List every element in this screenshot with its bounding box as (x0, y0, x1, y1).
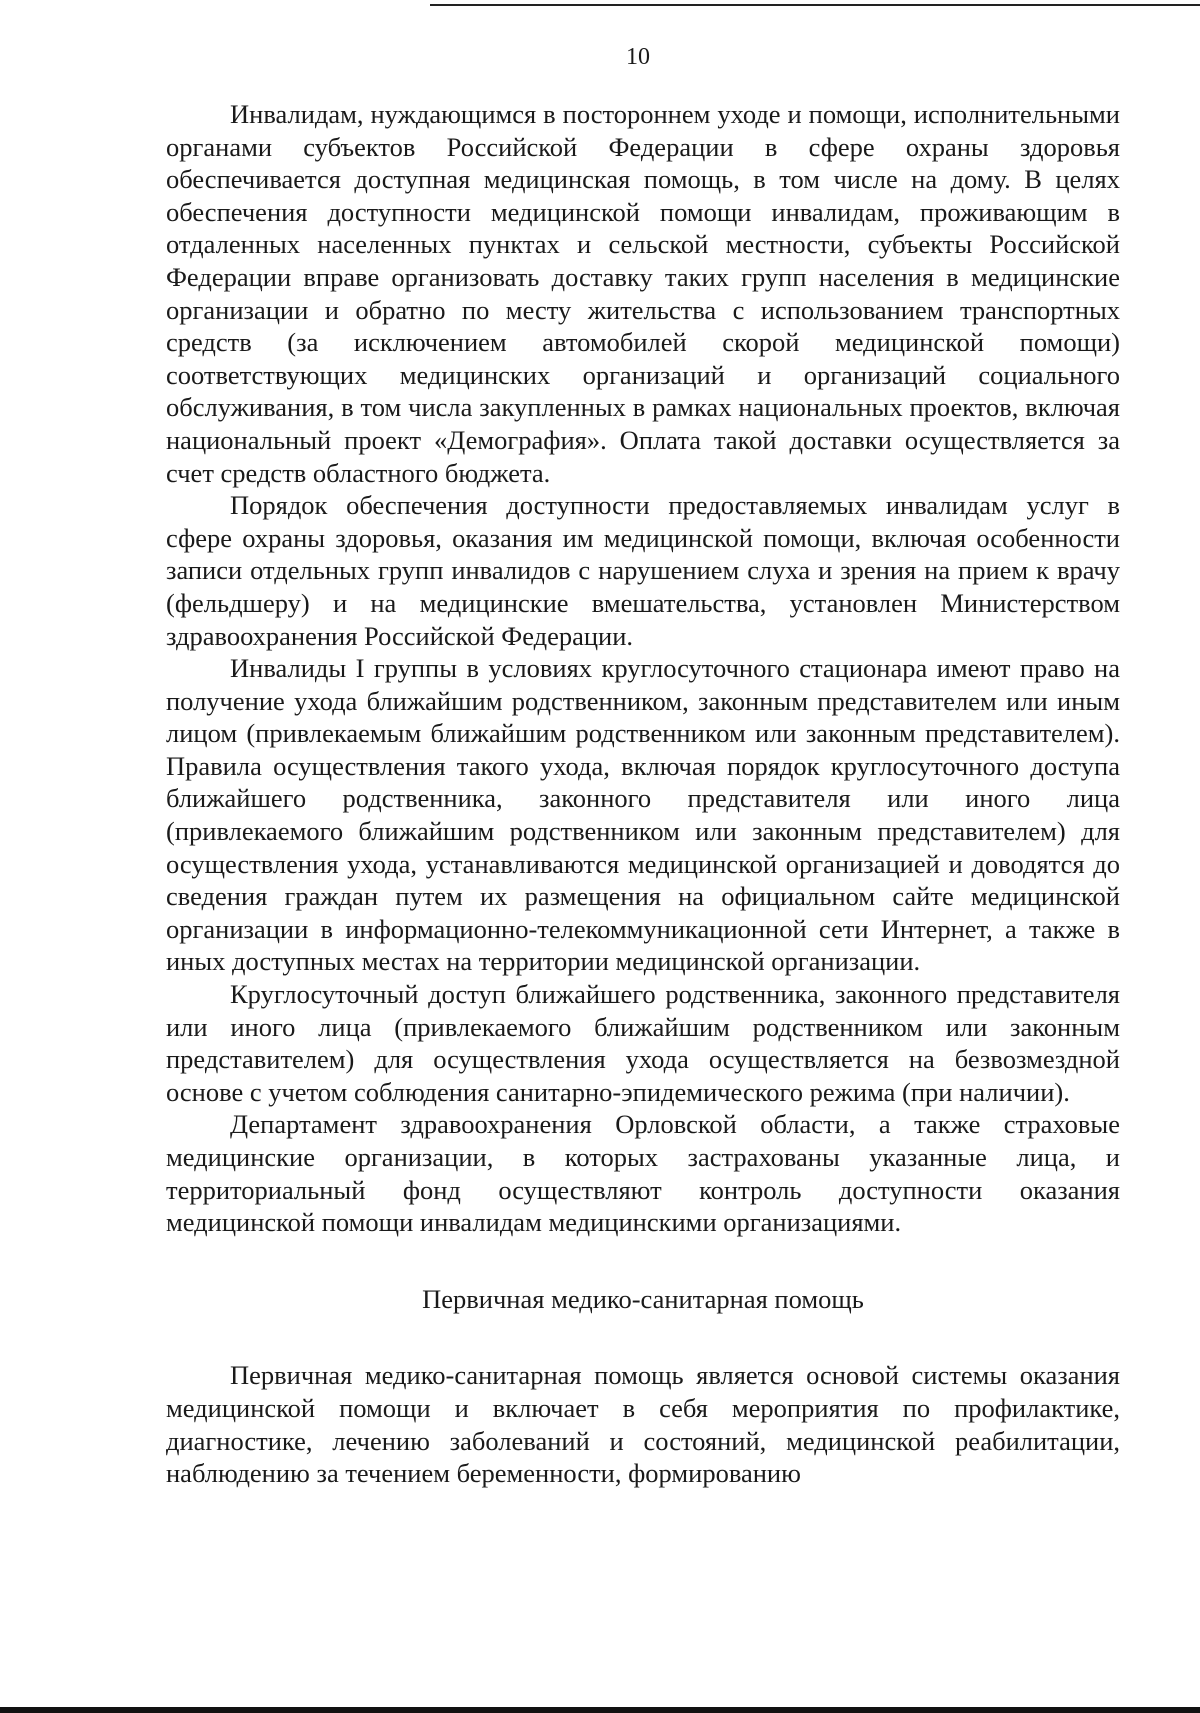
document-body (166, 98, 1120, 1490)
page-number: 10 (626, 44, 650, 70)
paragraph: Инвалидам, нуждающимся в постороннем уходе и помощи, исполнительными органами субъектов Российской Федерации в сфере охраны здоровья обеспечивается доступная медицинская помощь, в том числе на дому. В целях обеспечения доступности медицинской помощи инвалидам, проживающим в отдаленных населенных пунктах и сельской местности, субъекты Российской Федерации вправе организовать доставку таких групп населения в медицинские организации и обратно по месту жительства с использованием транспортных средств (за исключением автомобилей скорой медицинской помощи) соответствующих медицинских организаций и организаций социального обслуживания, в том числа закупленных в рамках национальных проектов, включая национальный проект «Демография». Оплата такой доставки осуществляется за счет средств областного бюджета. (166, 99, 1120, 488)
scan-edge-bottom (0, 1707, 1200, 1713)
section-heading: Первичная медико-санитарная помощь (422, 1283, 864, 1314)
paragraph: Департамент здравоохранения Орловской области, а также страховые медицинские организации, в которых застрахованы указанные лица, и территориальный фонд осуществляют контроль доступности оказания медицинской помощи инвалидам медицинскими организациями. (166, 1109, 1120, 1238)
scan-edge-top (430, 4, 1200, 6)
paragraph: Круглосуточный доступ ближайшего родственника, законного представителя или иного лица (привлекаемого ближайшим родственником или законным представителем) для осуществления ухода осуществляется на безвозмездной основе с учетом соблюдения санитарно-эпидемического режима (при наличии). (166, 979, 1120, 1107)
paragraph: Инвалиды I группы в условиях круглосуточного стационара имеют право на получение ухода ближайшим родственником, законным представителем или иным лицом (привлекаемым ближайшим родственником или законным представителем). Правила осуществления такого ухода, включая порядок круглосуточного доступа ближайшего родственника, законного представителя или иного лица (привлекаемого ближайшим родственником или законным представителем) для осуществления ухода, устанавливаются медицинской организацией и доводятся до сведения граждан путем их размещения на официальном сайте медицинской организации в информационно-телекоммуникационной сети Интернет, а также в иных доступных местах на территории медицинской организации. (166, 653, 1120, 977)
paragraph: Первичная медико-санитарная помощь является основой системы оказания медицинской помощи и включает в себя мероприятия по профилактике, диагностике, лечению заболеваний и состояний, медицинской реабилитации, наблюдению за течением беременности, формированию (166, 1360, 1120, 1489)
paragraph: Порядок обеспечения доступности предоставляемых инвалидам услуг в сфере охраны здоровья, оказания им медицинской помощи, включая особенности записи отдельных групп инвалидов с нарушением слуха и зрения на прием к врачу (фельдшеру) и на медицинские вмешательства, установлен Министерством здравоохранения Российской Федерации. (166, 490, 1120, 651)
